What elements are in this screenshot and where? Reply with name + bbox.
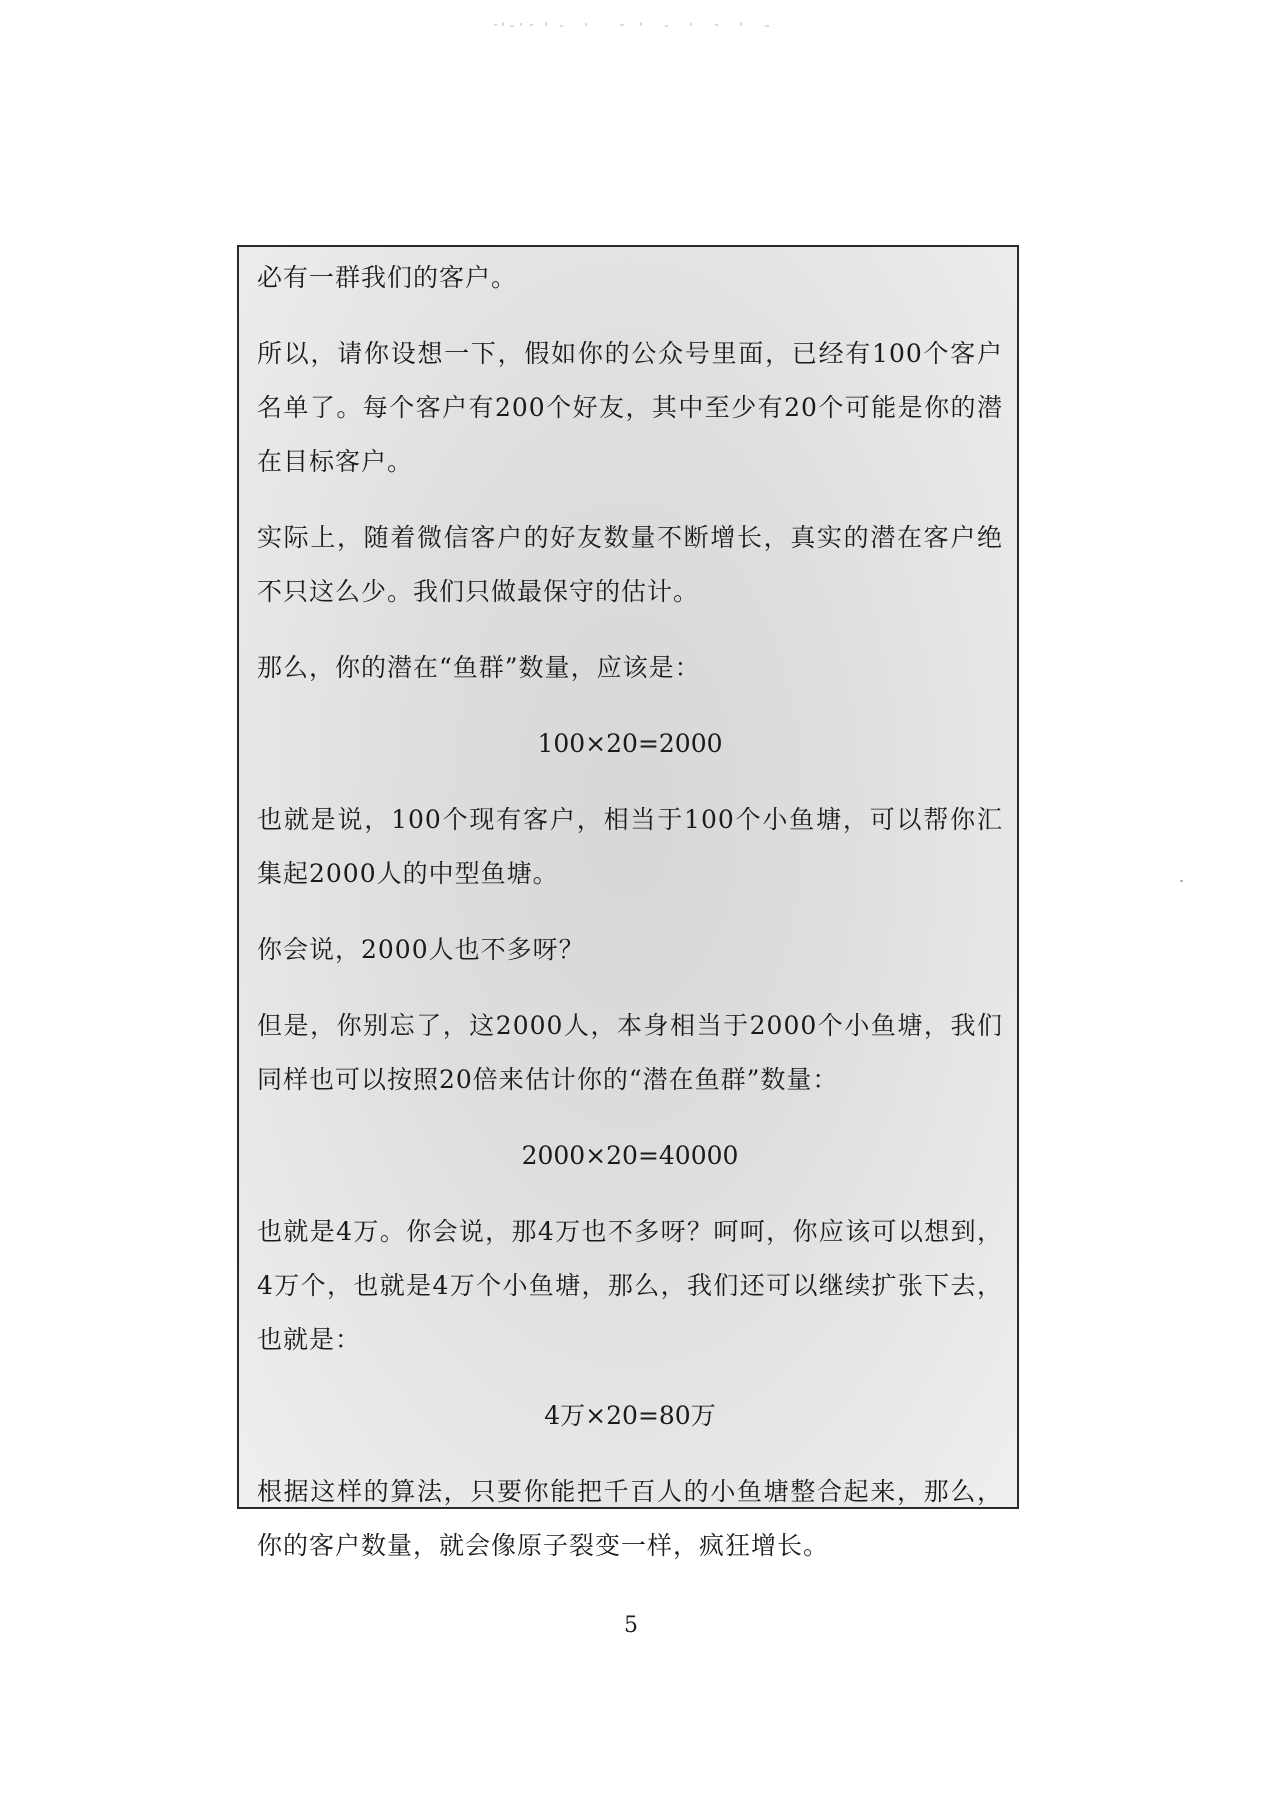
paragraph-8: 也就是4万。你会说，那4万也不多呀？呵呵，你应该可以想到，4万个，也就是4万个小鱼塘，那么，我们还可以继续扩张下去，也就是： (257, 1217, 1003, 1354)
paragraph-3: 实际上，随着微信客户的好友数量不断增长，真实的潜在客户绝不只这么少。我们只做最保守的估计。 (257, 523, 1003, 606)
formula-1: 100×20=2000 (537, 729, 723, 758)
formula-3: 4万×20=80万 (544, 1401, 716, 1430)
scan-artifact (490, 16, 780, 34)
bordered-text-box (237, 245, 1019, 1560)
paragraph-5: 也就是说，100个现有客户，相当于100个小鱼塘，可以帮你汇集起2000人的中型鱼塘。 (257, 805, 1003, 888)
formula-2: 2000×20=40000 (521, 1141, 739, 1170)
paragraph-1: 必有一群我们的客户。 (257, 263, 518, 292)
paragraph-2: 所以，请你设想一下，假如你的公众号里面，已经有100个客户名单了。每个客户有200个好友，其中至少有20个可能是你的潜在目标客户。 (257, 339, 1003, 476)
paragraph-9: 根据这样的算法，只要你能把千百人的小鱼塘整合起来，那么，你的客户数量，就会像原子裂变一样，疯狂增长。 (257, 1477, 1003, 1560)
scan-speck (1180, 880, 1183, 882)
paragraph-6: 你会说，2000人也不多呀？ (257, 935, 585, 964)
page-number: 5 (624, 1613, 638, 1638)
paragraph-4: 那么，你的潜在“鱼群”数量，应该是： (257, 653, 701, 682)
paragraph-7: 但是，你别忘了，这2000人，本身相当于2000个小鱼塘，我们同样也可以按照20倍来估计你的“潜在鱼群”数量： (257, 1011, 1003, 1094)
